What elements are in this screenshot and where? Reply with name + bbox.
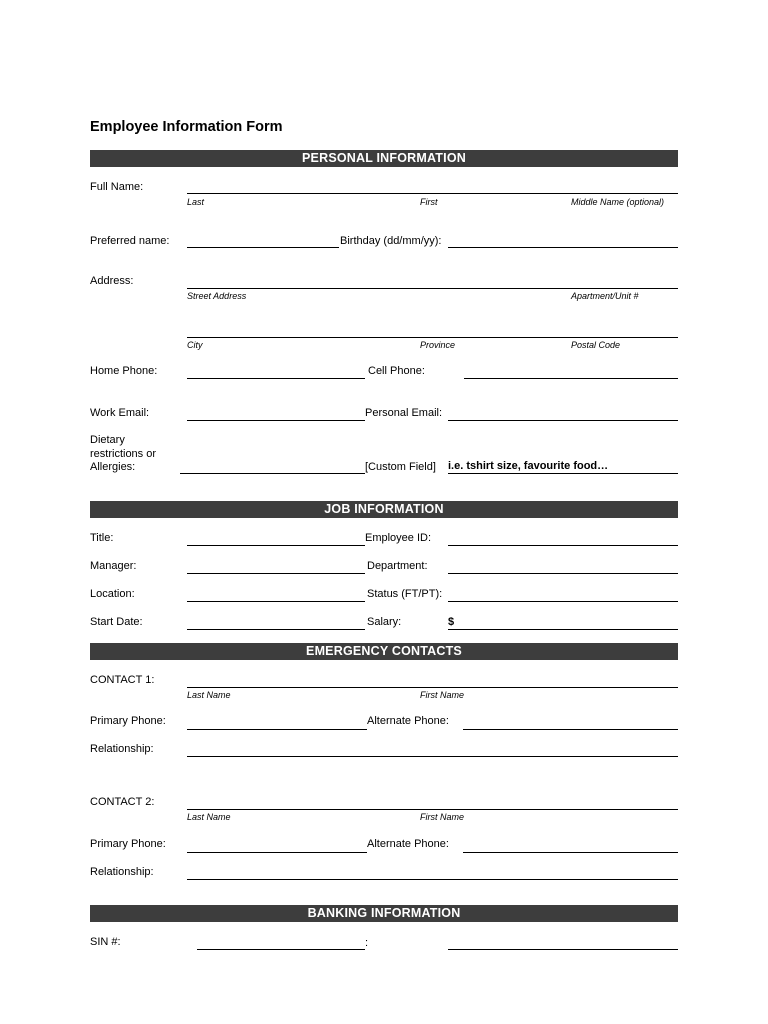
work-email-field[interactable] [187, 420, 365, 421]
job-title-field[interactable] [187, 545, 365, 546]
first-hint: First [420, 197, 438, 207]
cell-phone-field[interactable] [464, 378, 678, 379]
contact2-last-name-hint: Last Name [187, 812, 231, 822]
section-header-personal: PERSONAL INFORMATION [90, 150, 678, 167]
contact2-relationship-label: Relationship: [90, 866, 154, 878]
birthday-field[interactable] [448, 247, 678, 248]
birthday-label: Birthday (dd/mm/yy): [340, 235, 442, 247]
contact2-relationship-field[interactable] [187, 879, 678, 880]
dietary-field[interactable] [180, 473, 365, 474]
contact1-relationship-field[interactable] [187, 756, 678, 757]
contact1-first-name-hint: First Name [420, 690, 465, 700]
dietary-label-line1: Dietary [90, 434, 125, 446]
custom-field-label: [Custom Field] [365, 461, 436, 473]
contact1-name-field[interactable] [187, 687, 678, 688]
home-phone-field[interactable] [187, 378, 365, 379]
employee-id-label: Employee ID: [365, 532, 432, 544]
contact2-label: CONTACT 2: [90, 796, 155, 808]
contact1-primary-phone-field[interactable] [187, 729, 367, 730]
city-hint: City [187, 340, 203, 350]
sin-label: SIN #: [90, 936, 121, 948]
manager-label: Manager: [90, 560, 137, 572]
postal-code-hint: Postal Code [571, 340, 621, 350]
preferred-name-label: Preferred name: [90, 235, 170, 247]
currency-symbol: $ [448, 616, 455, 628]
personal-email-label: Personal Email: [365, 407, 443, 419]
banking-colon: : [365, 937, 369, 949]
cell-phone-label: Cell Phone: [368, 365, 425, 377]
contact2-alternate-phone-field[interactable] [463, 852, 678, 853]
apartment-hint: Apartment/Unit # [571, 291, 639, 301]
full-name-label: Full Name: [90, 181, 144, 193]
section-header-emergency: EMERGENCY CONTACTS [90, 643, 678, 660]
preferred-name-field[interactable] [187, 247, 339, 248]
salary-field[interactable] [448, 629, 678, 630]
contact2-first-name-hint: First Name [420, 812, 465, 822]
section-header-banking: BANKING INFORMATION [90, 905, 678, 922]
contact2-primary-phone-label: Primary Phone: [90, 838, 166, 850]
contact1-relationship-label: Relationship: [90, 743, 154, 755]
department-field[interactable] [448, 573, 678, 574]
start-date-field[interactable] [187, 629, 365, 630]
status-label: Status (FT/PT): [367, 588, 443, 600]
job-title-label: Title: [90, 532, 114, 544]
work-email-label: Work Email: [90, 407, 150, 419]
location-field[interactable] [187, 601, 365, 602]
city-province-postal-field[interactable] [187, 337, 678, 338]
section-header-job: JOB INFORMATION [90, 501, 678, 518]
manager-field[interactable] [187, 573, 365, 574]
contact1-alternate-phone-field[interactable] [463, 729, 678, 730]
contact1-last-name-hint: Last Name [187, 690, 231, 700]
employee-id-field[interactable] [448, 545, 678, 546]
sin-field[interactable] [197, 949, 365, 950]
custom-field-value: i.e. tshirt size, favourite food… [448, 460, 609, 472]
banking-second-field[interactable] [448, 949, 678, 950]
form-title: Employee Information Form [90, 119, 283, 135]
middle-name-hint: Middle Name (optional) [571, 197, 665, 207]
personal-email-field[interactable] [448, 420, 678, 421]
department-label: Department: [367, 560, 428, 572]
street-address-hint: Street Address [187, 291, 247, 301]
contact2-name-field[interactable] [187, 809, 678, 810]
contact2-alternate-phone-label: Alternate Phone: [367, 838, 449, 850]
contact1-label: CONTACT 1: [90, 674, 155, 686]
dietary-label-line3: Allergies: [90, 461, 136, 473]
contact2-primary-phone-field[interactable] [187, 852, 367, 853]
province-hint: Province [420, 340, 456, 350]
salary-label: Salary: [367, 616, 402, 628]
home-phone-label: Home Phone: [90, 365, 158, 377]
custom-field-line[interactable] [448, 473, 678, 474]
status-field[interactable] [448, 601, 678, 602]
location-label: Location: [90, 588, 135, 600]
full-name-field[interactable] [187, 193, 678, 194]
contact1-alternate-phone-label: Alternate Phone: [367, 715, 449, 727]
start-date-label: Start Date: [90, 616, 143, 628]
dietary-label-line2: restrictions or [90, 448, 157, 460]
street-address-field[interactable] [187, 288, 678, 289]
last-hint: Last [187, 197, 205, 207]
address-label: Address: [90, 275, 134, 287]
contact1-primary-phone-label: Primary Phone: [90, 715, 166, 727]
